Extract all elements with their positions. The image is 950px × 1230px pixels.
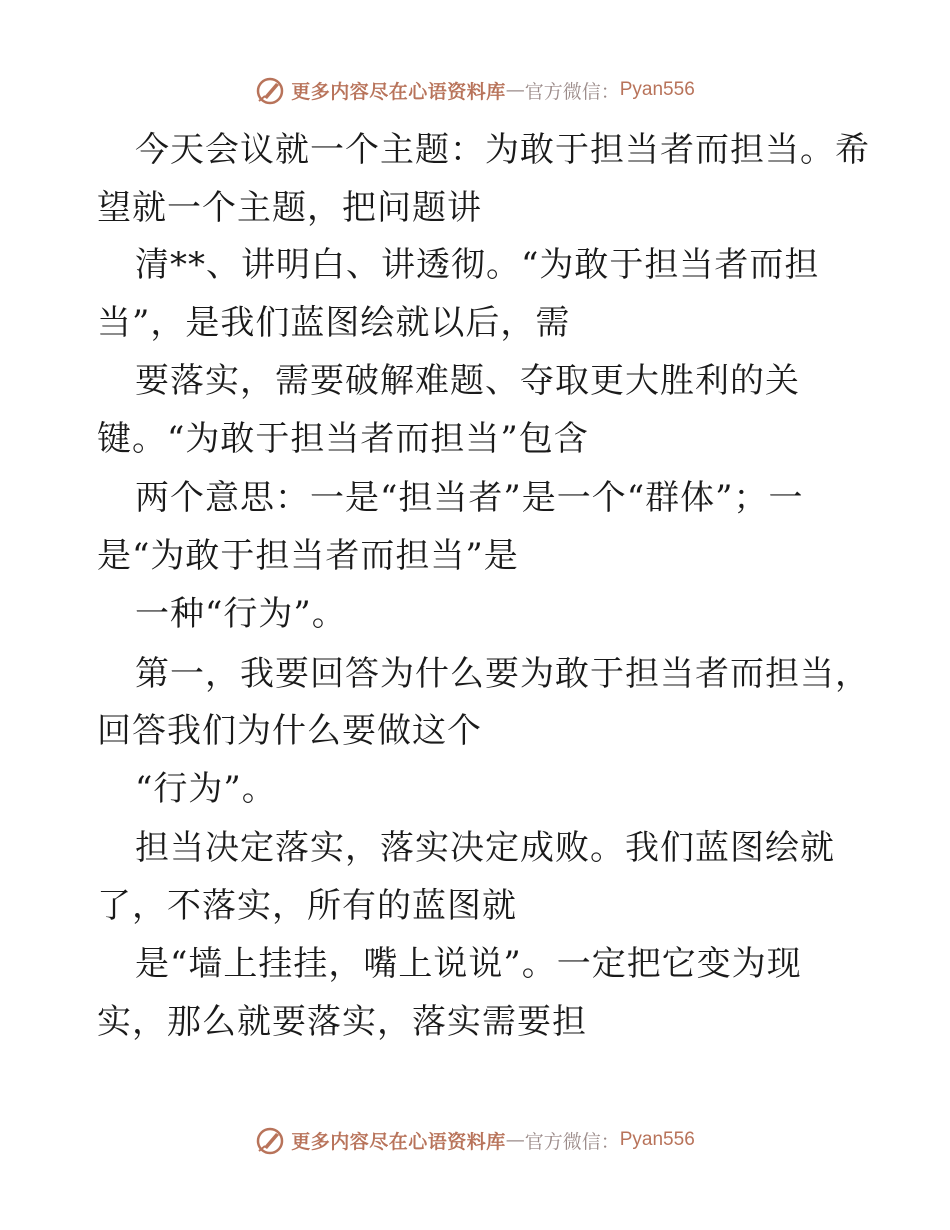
footer-dash: — [505,1129,525,1151]
body-line: 是“墙上挂挂，嘴上说说”。一定把它变为现 [135,944,802,984]
body-line: 是“为敢于担当者而担当”是 [97,536,519,576]
body-line: 担当决定落实，落实决定成败。我们蓝图绘就 [135,828,835,868]
header-banner [0,70,950,110]
body-line: 键。“为敢于担当者而担当”包含 [97,419,589,459]
header-dash: — [505,79,525,101]
footer-wechat-label: 官方微信： [524,1130,620,1153]
body-line: 第一，我要回答为什么要为敢于担当者而担当， [135,654,870,694]
body-line: 回答我们为什么要做这个 [97,711,482,751]
header-wechat-label: 官方微信： [524,80,620,103]
header-wechat-id: Pyan556 [619,79,695,100]
quill-seal-icon [255,75,285,105]
footer-wechat-id: Pyan556 [619,1129,695,1150]
body-line: 一种“行为”。 [135,594,347,634]
body-line: 实，那么就要落实，落实需要担 [97,1002,587,1042]
body-line: 两个意思：一是“担当者”是一个“群体”；一 [135,478,804,518]
footer-site-name: 更多内容尽在心语资料库 [291,1130,506,1153]
body-line: 要落实，需要破解难题、夺取更大胜利的关 [135,361,800,401]
header-site-name: 更多内容尽在心语资料库 [291,80,506,103]
body-line: 望就一个主题，把问题讲 [97,188,482,228]
footer-banner [0,1120,950,1160]
body-line: “行为”。 [135,769,277,809]
body-line: 今天会议就一个主题：为敢于担当者而担当。希 [135,130,870,170]
quill-seal-icon [255,1125,285,1155]
body-line: 清**、讲明白、讲透彻。“为敢于担当者而担 [135,245,820,285]
body-line: 当”，是我们蓝图绘就以后，需 [97,303,571,343]
body-line: 了，不落实，所有的蓝图就 [97,886,517,926]
